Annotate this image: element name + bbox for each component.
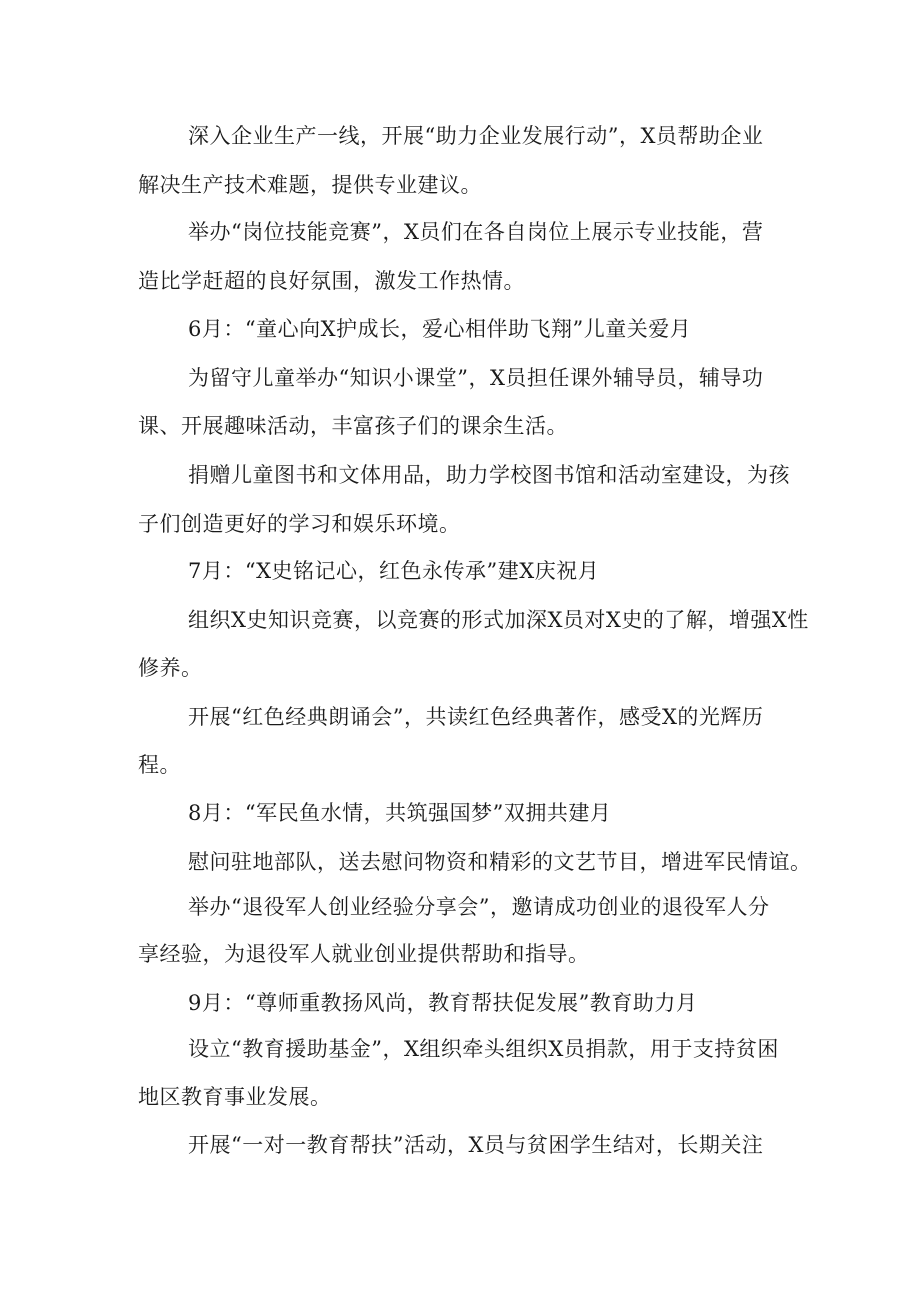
paragraph-line: 修养。: [138, 656, 203, 680]
paragraph-line: 慰问驻地部队，送去慰问物资和精彩的文艺节目，增进军民情谊。: [188, 850, 812, 874]
paragraph-line: 举办“退役军人创业经验分享会”，邀请成功创业的退役军人分: [188, 895, 770, 919]
paragraph-line: 课、开展趣味活动，丰富孩子们的课余生活。: [138, 414, 568, 438]
paragraph-line: 开展“红色经典朗诵会”，共读红色经典著作，感受X的光辉历: [188, 705, 764, 729]
paragraph-line: 设立“教育援助基金”，X组织牵头组织X员捐款，用于支持贫困: [188, 1037, 779, 1061]
paragraph-line: 举办“岗位技能竞赛”，X员们在各自岗位上展示专业技能，营: [188, 220, 764, 244]
paragraph-line: 子们创造更好的学习和娱乐环境。: [138, 512, 461, 536]
paragraph-line: 地区教育事业发展。: [138, 1085, 332, 1109]
section-heading: 7月：“X史铭记心，红色永传承”建X庆祝月: [188, 559, 600, 583]
paragraph-line: 开展“一对一教育帮扶”活动，X员与贫困学生结对，长期关注: [188, 1133, 764, 1157]
paragraph-line: 为留守儿童举办“知识小课堂”，X员担任课外辅导员，辅导功: [188, 366, 764, 390]
paragraph-line: 程。: [138, 753, 181, 777]
section-heading: 8月：“军民鱼水情，共筑强国梦”双拥共建月: [188, 801, 612, 825]
section-heading: 9月：“尊师重教扬风尚，教育帮扶促发展”教育助力月: [188, 991, 698, 1015]
paragraph-line: 捐赠儿童图书和文体用品，助力学校图书馆和活动室建设，为孩: [188, 463, 790, 487]
paragraph-line: 组织X史知识竞赛，以竞赛的形式加深X员对X史的了解，增强X性: [188, 608, 809, 632]
paragraph-line: 深入企业生产一线，开展“助力企业发展行动”，X员帮助企业: [188, 124, 764, 148]
paragraph-line: 解决生产技术难题，提供专业建议。: [138, 173, 482, 197]
paragraph-line: 造比学赶超的良好氛围，激发工作热情。: [138, 269, 525, 293]
paragraph-line: 享经验，为退役军人就业创业提供帮助和指导。: [138, 942, 590, 966]
section-heading: 6月：“童心向X护成长，爱心相伴助飞翔”儿童关爱月: [188, 317, 692, 341]
